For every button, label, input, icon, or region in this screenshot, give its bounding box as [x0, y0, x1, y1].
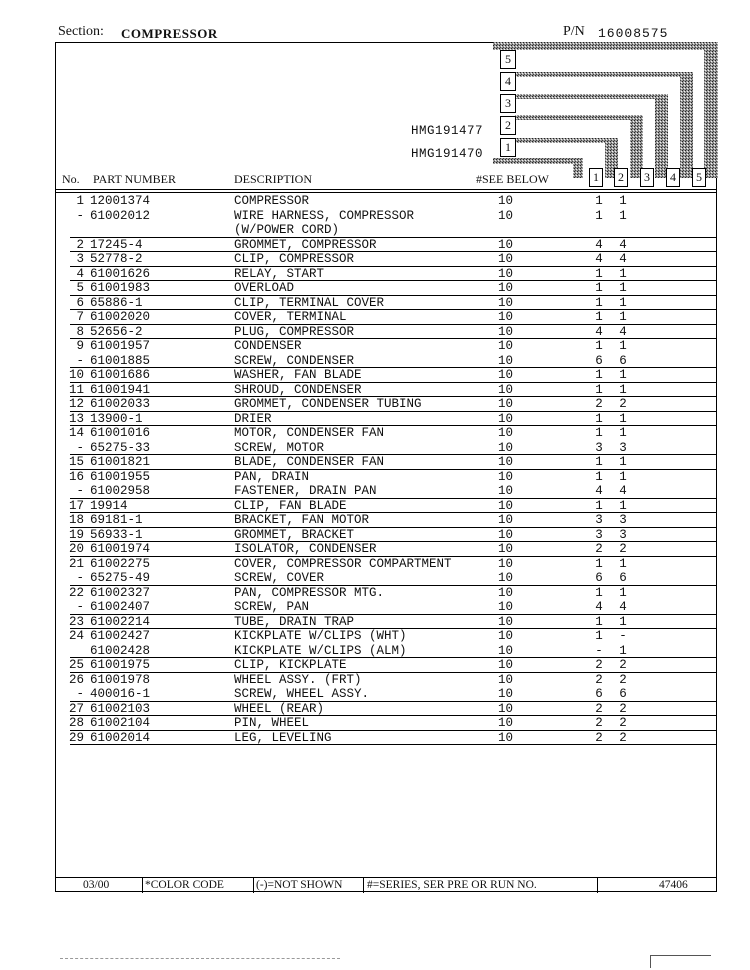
qty-series-1: 6	[595, 353, 603, 368]
part-description: SCREW, MOTOR	[234, 440, 325, 455]
part-description: COVER, COMPRESSOR COMPARTMENT	[234, 556, 452, 571]
pn-label: P/N	[563, 24, 585, 39]
qty-series-1: 1	[595, 266, 603, 281]
part-no: 19	[68, 527, 84, 542]
part-number: 56933-1	[90, 527, 143, 542]
part-no: 28	[68, 716, 84, 730]
part-see-below: 10	[498, 426, 514, 440]
qty-series-2: 1	[619, 556, 627, 571]
qty-series-2: 3	[619, 527, 627, 542]
table-row	[56, 441, 717, 456]
row-divider	[70, 744, 717, 745]
part-number: 61002020	[90, 310, 151, 324]
table-row	[56, 687, 717, 702]
part-no: 29	[68, 730, 84, 745]
part-no: -	[76, 687, 84, 701]
qty-col-header-2: 2	[614, 168, 628, 187]
part-number: 19914	[90, 498, 128, 513]
part-number: 65886-1	[90, 295, 143, 310]
table-row	[56, 513, 717, 528]
series-box-1: 1	[500, 138, 516, 157]
qty-series-2: 1	[619, 411, 627, 426]
part-number: 61002103	[90, 701, 151, 716]
qty-series-2: 3	[619, 440, 627, 455]
part-number: 61001821	[90, 455, 151, 469]
qty-series-2: 1	[619, 643, 627, 658]
part-no: 11	[68, 382, 84, 397]
part-description: PAN, DRAIN	[234, 469, 310, 484]
qty-series-2: 1	[619, 339, 627, 353]
part-number: 52656-2	[90, 324, 143, 339]
qty-series-1: 3	[595, 527, 603, 542]
table-row	[56, 194, 717, 209]
qty-series-2: 2	[619, 701, 627, 716]
part-no: 25	[68, 658, 84, 672]
qty-series-1: 6	[595, 571, 603, 585]
qty-series-2: 3	[619, 513, 627, 527]
part-no: 1	[76, 194, 84, 208]
part-no: 8	[76, 324, 84, 339]
part-no: -	[76, 571, 84, 585]
part-description: SHROUD, CONDENSER	[234, 382, 362, 397]
part-number: 12001374	[90, 194, 151, 208]
part-see-below: 10	[498, 382, 514, 397]
part-no: 26	[68, 672, 84, 687]
qty-series-1: 4	[595, 252, 603, 266]
part-number: 61001941	[90, 382, 151, 397]
part-see-below: 10	[498, 281, 514, 295]
qty-series-2: 1	[619, 310, 627, 324]
table-row	[56, 484, 717, 499]
part-no: 10	[68, 368, 84, 382]
qty-series-2: 6	[619, 687, 627, 701]
qty-col-header-3: 3	[640, 168, 654, 187]
table-row	[56, 499, 717, 514]
qty-series-1: 6	[595, 687, 603, 701]
part-no: 18	[68, 513, 84, 527]
part-number: 69181-1	[90, 513, 143, 527]
qty-series-1: 1	[595, 614, 603, 629]
part-see-below: 10	[498, 469, 514, 484]
qty-col-header-5: 5	[692, 168, 706, 187]
table-row	[56, 368, 717, 383]
part-description: WHEEL ASSY. (FRT)	[234, 672, 362, 687]
part-see-below: 10	[498, 556, 514, 571]
table-row	[56, 557, 717, 572]
qty-series-2: 4	[619, 252, 627, 266]
part-number: 13900-1	[90, 411, 143, 426]
col-header-see-below: #SEE BELOW	[476, 172, 549, 186]
part-see-below: 10	[498, 614, 514, 629]
part-number: 61002428	[90, 643, 151, 658]
qty-series-1: 4	[595, 600, 603, 614]
table-row	[56, 223, 717, 238]
part-description: WIRE HARNESS, COMPRESSOR	[234, 208, 415, 223]
table-row	[56, 209, 717, 224]
part-see-below: 10	[498, 484, 514, 498]
series-box-4: 4	[500, 72, 516, 91]
part-description: KICKPLATE W/CLIPS (ALM)	[234, 643, 407, 658]
part-see-below: 10	[498, 252, 514, 266]
qty-series-1: 3	[595, 440, 603, 455]
table-row	[56, 731, 717, 746]
part-see-below: 10	[498, 237, 514, 252]
qty-series-2: 1	[619, 426, 627, 440]
part-description: GROMMET, COMPRESSOR	[234, 237, 377, 252]
qty-series-1: 3	[595, 513, 603, 527]
part-description: RELAY, START	[234, 266, 325, 281]
part-description: GROMMET, BRACKET	[234, 527, 355, 542]
qty-series-1: 1	[595, 208, 603, 223]
table-row	[56, 615, 717, 630]
pn-value: 16008575	[598, 26, 669, 41]
part-no: 20	[68, 542, 84, 556]
table-row	[56, 252, 717, 267]
table-row	[56, 354, 717, 369]
part-number: 61001983	[90, 281, 151, 295]
qty-col-header-1: 1	[589, 168, 603, 187]
part-see-below: 10	[498, 513, 514, 527]
part-see-below: 10	[498, 716, 514, 730]
qty-series-2: 2	[619, 716, 627, 730]
part-number: 61002327	[90, 585, 151, 600]
part-number: 61001978	[90, 672, 151, 687]
part-see-below: 10	[498, 571, 514, 585]
qty-series-1: 1	[595, 455, 603, 469]
part-number: 61002275	[90, 556, 151, 571]
part-number: 61002012	[90, 208, 151, 223]
table-row	[56, 470, 717, 485]
qty-series-2: 2	[619, 658, 627, 672]
part-no: 23	[68, 614, 84, 629]
part-see-below: 10	[498, 339, 514, 353]
part-description: DRIER	[234, 411, 272, 426]
qty-series-1: 2	[595, 658, 603, 672]
part-see-below: 10	[498, 701, 514, 716]
part-no: 12	[68, 397, 84, 411]
part-no: 16	[68, 469, 84, 484]
qty-col-header-4: 4	[666, 168, 680, 187]
part-no: 5	[76, 281, 84, 295]
part-description: CLIP, FAN BLADE	[234, 498, 347, 513]
part-see-below: 10	[498, 194, 514, 208]
part-number: 61001974	[90, 542, 151, 556]
qty-series-1: 1	[595, 498, 603, 513]
qty-series-2: 1	[619, 469, 627, 484]
part-no: 13	[68, 411, 84, 426]
table-row	[56, 267, 717, 282]
table-row	[56, 629, 717, 644]
col-header-part-number: PART NUMBER	[93, 172, 176, 186]
table-row	[56, 339, 717, 354]
scan-artifact	[650, 955, 711, 968]
part-number: 61001686	[90, 368, 151, 382]
part-see-below: 10	[498, 295, 514, 310]
qty-series-1: 1	[595, 629, 603, 643]
qty-series-2: 2	[619, 672, 627, 687]
part-see-below: 10	[498, 208, 514, 223]
part-no: 2	[76, 237, 84, 252]
part-number: 61002214	[90, 614, 151, 629]
qty-series-2: 6	[619, 571, 627, 585]
table-row	[56, 600, 717, 615]
table-row	[56, 586, 717, 601]
part-see-below: 10	[498, 629, 514, 643]
header-rule	[56, 189, 717, 190]
qty-series-1: 2	[595, 716, 603, 730]
part-no: 15	[68, 455, 84, 469]
qty-series-2: 1	[619, 295, 627, 310]
part-description: ISOLATOR, CONDENSER	[234, 542, 377, 556]
series-box-5: 5	[500, 50, 516, 69]
qty-series-1: 1	[595, 556, 603, 571]
part-description: PLUG, COMPRESSOR	[234, 324, 355, 339]
part-no: 6	[76, 295, 84, 310]
qty-series-2: 1	[619, 281, 627, 295]
part-no: -	[76, 440, 84, 455]
part-see-below: 10	[498, 397, 514, 411]
table-row	[56, 426, 717, 441]
qty-series-2: 1	[619, 614, 627, 629]
part-description: PAN, COMPRESSOR MTG.	[234, 585, 385, 600]
part-number: 61001957	[90, 339, 151, 353]
table-row	[56, 325, 717, 340]
qty-series-2: 2	[619, 730, 627, 745]
part-number: 61001975	[90, 658, 151, 672]
footer-bar	[55, 877, 717, 893]
table-row	[56, 528, 717, 543]
part-see-below: 10	[498, 600, 514, 614]
table-row	[56, 644, 717, 659]
qty-series-2: 1	[619, 455, 627, 469]
qty-series-1: 1	[595, 411, 603, 426]
part-see-below: 10	[498, 542, 514, 556]
qty-series-1: 1	[595, 310, 603, 324]
part-description: TUBE, DRAIN TRAP	[234, 614, 355, 629]
part-number: 17245-4	[90, 237, 143, 252]
qty-series-1: 1	[595, 339, 603, 353]
model-number: HMG191477	[411, 124, 484, 138]
part-see-below: 10	[498, 672, 514, 687]
qty-series-1: 1	[595, 382, 603, 397]
part-description: CONDENSER	[234, 339, 302, 353]
part-see-below: 10	[498, 498, 514, 513]
qty-series-2: 1	[619, 266, 627, 281]
part-no: 24	[68, 629, 84, 643]
part-description: CLIP, KICKPLATE	[234, 658, 347, 672]
part-see-below: 10	[498, 455, 514, 469]
part-see-below: 10	[498, 353, 514, 368]
table-row	[56, 296, 717, 311]
part-description: COVER, TERMINAL	[234, 310, 347, 324]
part-description: LEG, LEVELING	[234, 730, 332, 745]
qty-series-1: 4	[595, 237, 603, 252]
qty-series-1: 4	[595, 324, 603, 339]
part-number: 61002033	[90, 397, 151, 411]
part-no: -	[76, 208, 84, 223]
part-number: 61001016	[90, 426, 151, 440]
footer-date: 03/00	[83, 879, 110, 891]
qty-series-1: 1	[595, 194, 603, 208]
section-label: Section:	[58, 24, 104, 39]
series-box-3: 3	[500, 94, 516, 113]
qty-series-1: -	[595, 643, 603, 658]
table-row	[56, 673, 717, 688]
part-number: 400016-1	[90, 687, 151, 701]
header-rule	[56, 192, 717, 193]
part-description: PIN, WHEEL	[234, 716, 310, 730]
table-row	[56, 542, 717, 557]
part-description: KICKPLATE W/CLIPS (WHT)	[234, 629, 407, 643]
table-row	[56, 412, 717, 427]
qty-series-1: 1	[595, 368, 603, 382]
qty-series-2: 2	[619, 397, 627, 411]
qty-series-1: 2	[595, 542, 603, 556]
series-box-2: 2	[500, 116, 516, 135]
qty-series-2: 1	[619, 382, 627, 397]
table-row	[56, 702, 717, 717]
part-see-below: 10	[498, 266, 514, 281]
part-description: (W/POWER CORD)	[234, 223, 340, 237]
part-no: 22	[68, 585, 84, 600]
part-no: 14	[68, 426, 84, 440]
qty-series-1: 1	[595, 295, 603, 310]
part-number: 61001885	[90, 353, 151, 368]
part-number: 61002104	[90, 716, 151, 730]
qty-series-1: 2	[595, 730, 603, 745]
part-number: 61001955	[90, 469, 151, 484]
part-description: GROMMET, CONDENSER TUBING	[234, 397, 422, 411]
part-number: 65275-49	[90, 571, 151, 585]
part-see-below: 10	[498, 440, 514, 455]
part-no: 9	[76, 339, 84, 353]
part-no: -	[76, 484, 84, 498]
part-number: 61001626	[90, 266, 151, 281]
table-row	[56, 310, 717, 325]
table-row	[56, 571, 717, 586]
qty-series-2: 1	[619, 194, 627, 208]
part-see-below: 10	[498, 324, 514, 339]
qty-series-2: 4	[619, 324, 627, 339]
part-description: WASHER, FAN BLADE	[234, 368, 362, 382]
part-number: 61002958	[90, 484, 151, 498]
part-number: 61002407	[90, 600, 151, 614]
qty-series-2: 1	[619, 585, 627, 600]
qty-series-1: 1	[595, 585, 603, 600]
part-description: MOTOR, CONDENSER FAN	[234, 426, 385, 440]
footer-page-code: 47406	[659, 879, 688, 891]
model-number: HMG191470	[411, 147, 484, 161]
series-indicator-graphic	[493, 42, 719, 192]
qty-series-2: 4	[619, 600, 627, 614]
qty-series-2: 1	[619, 498, 627, 513]
qty-series-2: -	[619, 629, 627, 643]
part-description: SCREW, CONDENSER	[234, 353, 355, 368]
part-no: 21	[68, 556, 84, 571]
part-see-below: 10	[498, 658, 514, 672]
scan-artifact	[60, 958, 340, 959]
qty-series-2: 2	[619, 542, 627, 556]
part-no: 4	[76, 266, 84, 281]
table-row	[56, 658, 717, 673]
col-header-no: No.	[62, 172, 80, 186]
qty-series-1: 2	[595, 397, 603, 411]
part-see-below: 10	[498, 643, 514, 658]
part-see-below: 10	[498, 730, 514, 745]
part-no: 17	[68, 498, 84, 513]
part-no: 3	[76, 252, 84, 266]
table-row	[56, 397, 717, 412]
part-number: 52778-2	[90, 252, 143, 266]
qty-series-1: 1	[595, 426, 603, 440]
qty-series-1: 1	[595, 281, 603, 295]
table-row	[56, 716, 717, 731]
section-value: COMPRESSOR	[121, 26, 218, 41]
part-see-below: 10	[498, 310, 514, 324]
part-description: WHEEL (REAR)	[234, 701, 325, 716]
table-row	[56, 383, 717, 398]
qty-series-1: 2	[595, 672, 603, 687]
part-see-below: 10	[498, 368, 514, 382]
part-no: -	[76, 353, 84, 368]
part-number: 61002014	[90, 730, 151, 745]
part-no: 27	[68, 701, 84, 716]
qty-series-2: 6	[619, 353, 627, 368]
part-description: OVERLOAD	[234, 281, 295, 295]
part-see-below: 10	[498, 585, 514, 600]
table-row	[56, 281, 717, 296]
part-number: 65275-33	[90, 440, 151, 455]
part-description: COMPRESSOR	[234, 194, 310, 208]
part-description: SCREW, PAN	[234, 600, 310, 614]
table-row	[56, 238, 717, 253]
part-no: -	[76, 600, 84, 614]
part-description: BLADE, CONDENSER FAN	[234, 455, 385, 469]
footer-color-code: *COLOR CODE	[145, 879, 224, 891]
part-description: BRACKET, FAN MOTOR	[234, 513, 370, 527]
qty-series-1: 4	[595, 484, 603, 498]
qty-series-2: 4	[619, 237, 627, 252]
footer-series-note: #=SERIES, SER PRE OR RUN NO.	[367, 879, 537, 891]
table-row	[56, 455, 717, 470]
part-description: SCREW, WHEEL ASSY.	[234, 687, 370, 701]
col-header-description: DESCRIPTION	[234, 172, 313, 186]
qty-series-2: 4	[619, 484, 627, 498]
qty-series-1: 2	[595, 701, 603, 716]
qty-series-2: 1	[619, 368, 627, 382]
part-description: FASTENER, DRAIN PAN	[234, 484, 377, 498]
part-no: 7	[76, 310, 84, 324]
part-see-below: 10	[498, 527, 514, 542]
part-description: SCREW, COVER	[234, 571, 325, 585]
part-number: 61002427	[90, 629, 151, 643]
part-description: CLIP, COMPRESSOR	[234, 252, 355, 266]
footer-not-shown: (-)=NOT SHOWN	[256, 879, 343, 891]
part-description: CLIP, TERMINAL COVER	[234, 295, 385, 310]
qty-series-1: 1	[595, 469, 603, 484]
qty-series-2: 1	[619, 208, 627, 223]
part-see-below: 10	[498, 411, 514, 426]
part-see-below: 10	[498, 687, 514, 701]
